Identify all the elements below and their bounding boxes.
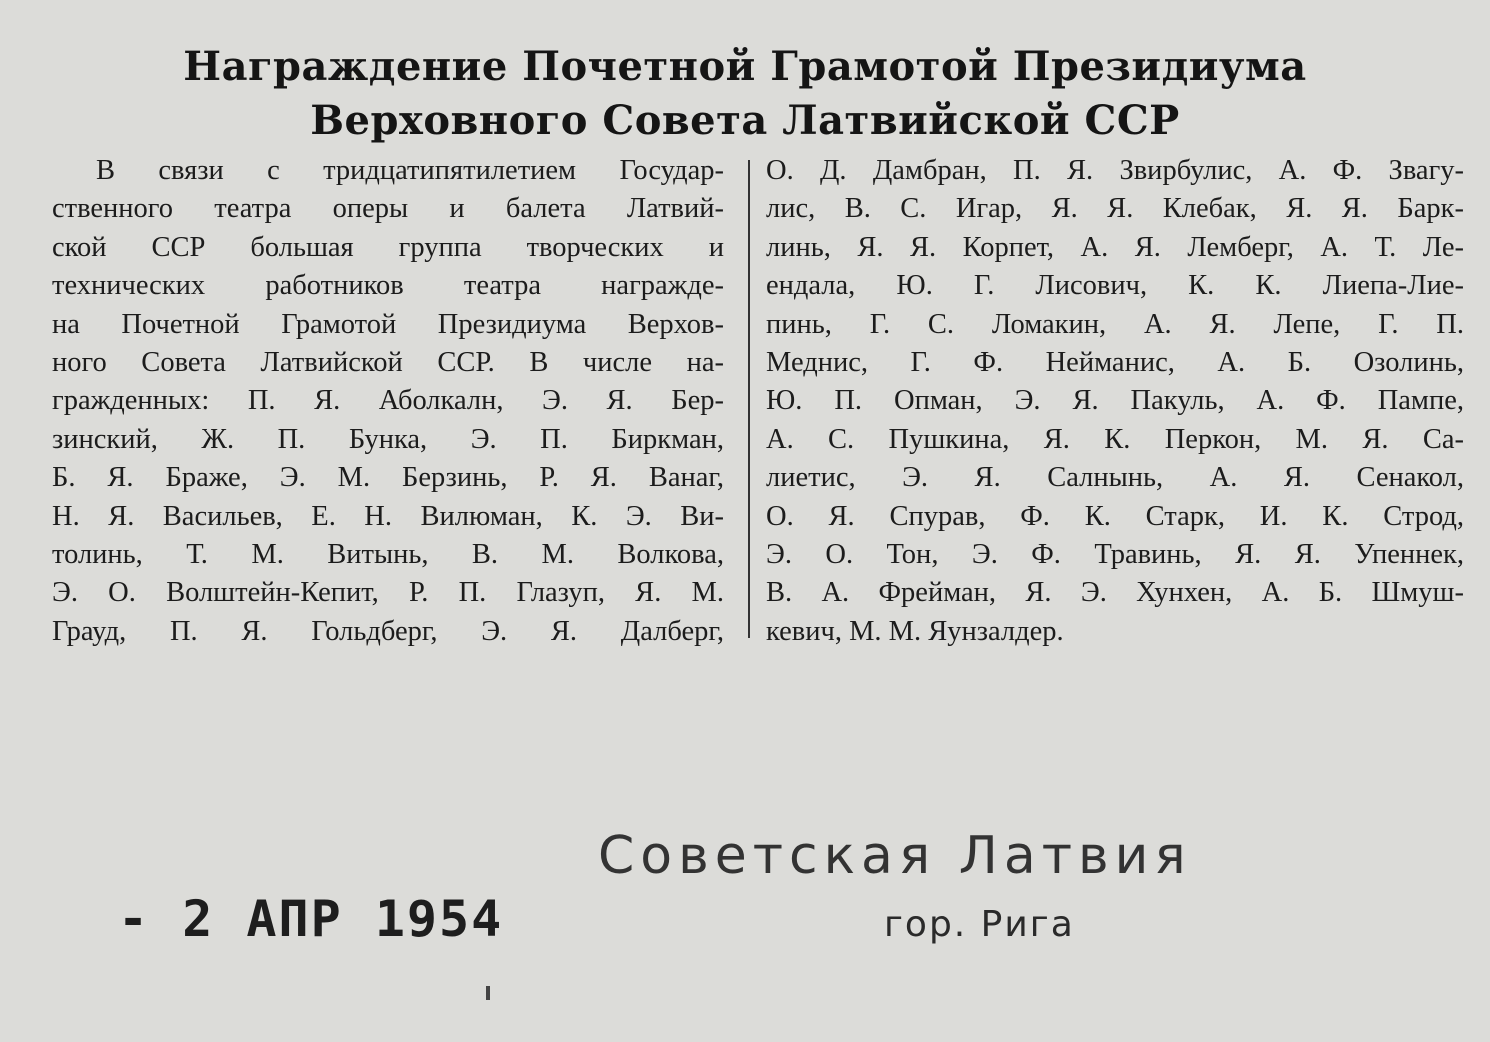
- text-line: на Почетной Грамотой Президиума Верхов-: [52, 308, 724, 340]
- text-line: О. Д. Дамбран, П. Я. Звирбулис, А. Ф. Звагу-: [766, 155, 1464, 186]
- text-line: технических работников театра награжде-: [52, 270, 724, 302]
- text-line: кевич, М. М. Яунзалдер.: [766, 615, 1064, 647]
- text-line: Меднис, Г. Ф. Нейманис, А. Б. Озолинь,: [766, 346, 1464, 378]
- article-column-right: [766, 152, 1464, 651]
- text-line: ендала, Ю. Г. Лисович, К. К. Лиепа-Лие-: [766, 270, 1464, 302]
- text-line: А. С. Пушкина, Я. К. Перкон, М. Я. Са-: [766, 423, 1464, 455]
- column-divider: [748, 160, 750, 638]
- text-line: толинь, Т. М. Витынь, В. М. Волкова,: [52, 538, 724, 570]
- headline-line-1: Награждение Почетной Грамотой Президиума: [183, 43, 1307, 90]
- text-line: Э. О. Волштейн-Кепит, Р. П. Глазуп, Я. М.: [52, 577, 724, 609]
- text-line: Э. О. Тон, Э. Ф. Травинь, Я. Я. Упеннек,: [766, 538, 1464, 570]
- text-line: гражденных: П. Я. Аболкалн, Э. Я. Бер-: [52, 385, 724, 417]
- newspaper-name-stamp: Советская Латвия: [598, 826, 1192, 886]
- text-line: О. Я. Спурав, Ф. К. Старк, И. К. Строд,: [766, 500, 1464, 532]
- headline-line-2: Верховного Совета Латвийской ССР: [310, 97, 1180, 144]
- text-line: В связи с тридцатипятилетием Государ-: [96, 155, 724, 186]
- text-line: лиетис, Э. Я. Салнынь, А. Я. Сенакол,: [766, 462, 1464, 494]
- text-line: ного Совета Латвийской ССР. В числе на-: [52, 346, 724, 378]
- text-line: Б. Я. Браже, Э. М. Берзинь, Р. Я. Ванаг,: [52, 462, 724, 494]
- text-line: В. А. Фрейман, Я. Э. Хунхен, А. Б. Шмуш-: [766, 577, 1464, 609]
- ink-speck: [486, 986, 490, 1000]
- text-line: пинь, Г. С. Ломакин, А. Я. Лепе, Г. П.: [766, 308, 1464, 340]
- text-line: линь, Я. Я. Корпет, А. Я. Лемберг, А. Т. Ле-: [766, 231, 1464, 263]
- text-line: ственного театра оперы и балета Латвий-: [52, 193, 724, 225]
- article-headline: [0, 40, 1490, 148]
- article-column-left: [52, 152, 724, 651]
- text-line: Н. Я. Васильев, Е. Н. Вилюман, К. Э. Ви-: [52, 500, 724, 532]
- text-line: лис, В. С. Игар, Я. Я. Клебак, Я. Я. Барк-: [766, 193, 1464, 225]
- text-line: Ю. П. Опман, Э. Я. Пакуль, А. Ф. Пампе,: [766, 385, 1464, 417]
- date-stamp: - 2 АПР 1954: [118, 890, 504, 948]
- city-stamp: гор. Рига: [884, 904, 1075, 945]
- text-line: зинский, Ж. П. Бунка, Э. П. Биркман,: [52, 423, 724, 455]
- text-line: ской ССР большая группа творческих и: [52, 231, 724, 263]
- text-line: Грауд, П. Я. Гольдберг, Э. Я. Далберг,: [52, 615, 724, 647]
